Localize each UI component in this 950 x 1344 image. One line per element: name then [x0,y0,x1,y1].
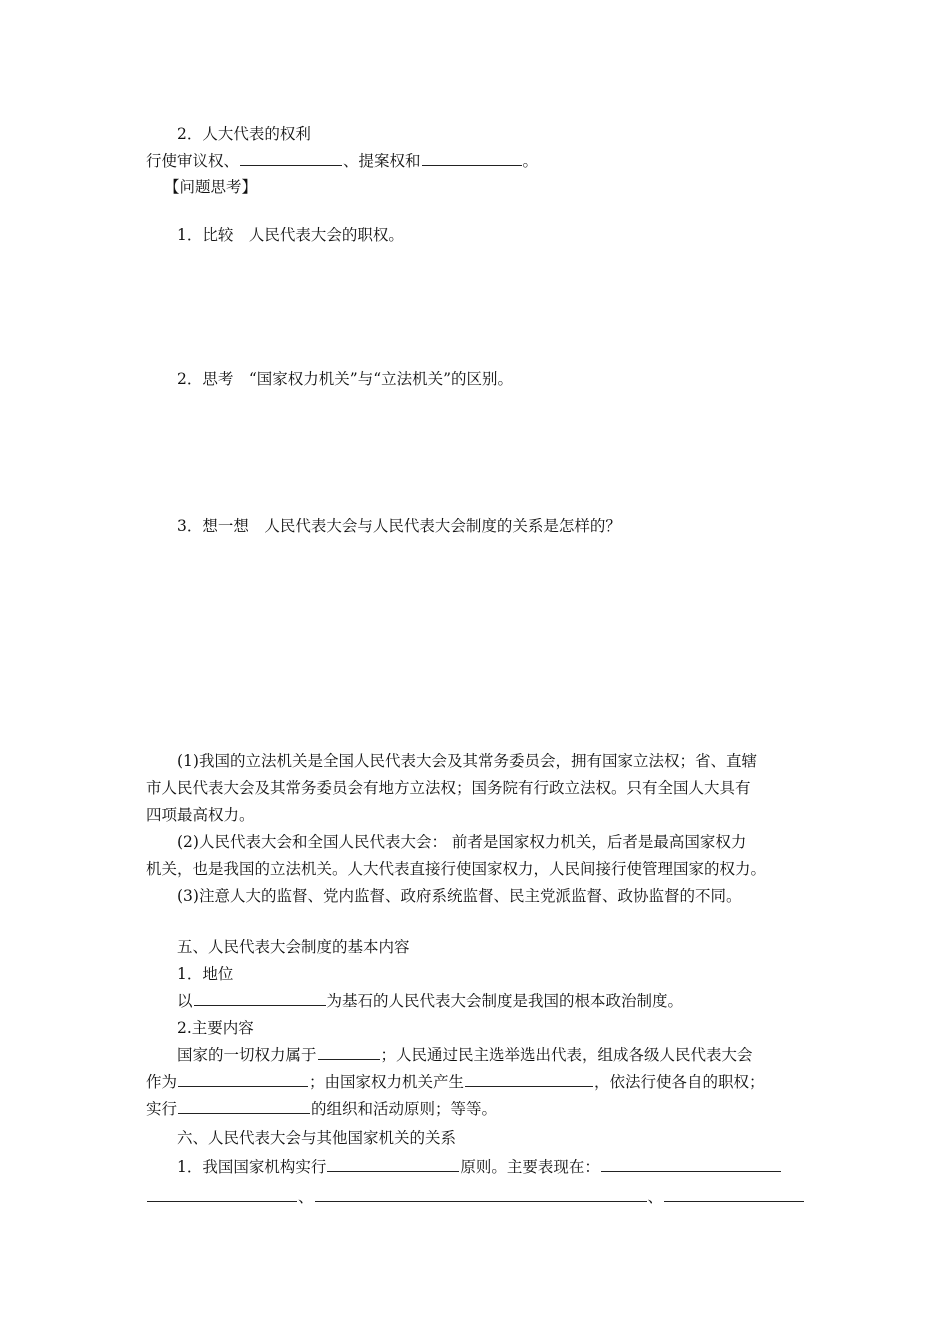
sec5-line4-b: 的组织和活动原则；等等。 [311,1100,498,1118]
problem-heading: 【问题思考】 [164,178,258,196]
sec6-line1-a: 1．我国国家机构实行 [177,1158,327,1176]
sec6-line-1 [177,1156,782,1178]
sec6-line-2 [146,1186,805,1208]
sec5-line1-a: 以 [177,992,193,1010]
sec5-line3-c: ，依法行使各自的职权； [594,1073,765,1091]
sec5-line-4 [146,1098,497,1120]
sec5-sub1: 1．地位 [177,965,234,983]
fill-blank[interactable] [422,151,522,166]
rights-text-c: 。 [522,152,539,170]
rights-line [146,150,538,172]
sec5-line-3 [146,1071,765,1093]
sec6-line2-sep2: 、 [647,1188,664,1206]
rights-text-b: 、提案权和 [343,152,421,170]
note-1-line-3: 四项最高权力。 [146,806,255,824]
sec6-line1-b: 原则。主要表现在： [460,1158,600,1176]
sec5-sub2: 2.主要内容 [177,1019,254,1037]
fill-blank[interactable] [465,1072,593,1087]
fill-blank[interactable] [315,1187,647,1202]
fill-blank[interactable] [194,991,326,1006]
fill-blank[interactable] [178,1099,310,1114]
note-2-line-1: (2)人民代表大会和全国人民代表大会： 前者是国家权力机关，后者是最高国家权力 [177,833,747,851]
sec5-line3-b: ；由国家权力机关产生 [309,1073,465,1091]
question-1: 1．比较 人民代表大会的职权。 [177,226,404,244]
sec5-line1-b: 为基石的人民代表大会制度是我国的根本政治制度。 [326,992,684,1010]
question-3: 3．想一想 人民代表大会与人民代表大会制度的关系是怎样的？ [177,517,621,535]
fill-blank[interactable] [178,1072,308,1087]
sec5-line2-a: 国家的一切权力属于 [177,1046,317,1064]
sec6-line2-sep1: 、 [298,1188,314,1206]
sec5-heading: 五、人民代表大会制度的基本内容 [177,938,410,956]
fill-blank[interactable] [147,1187,297,1202]
note-3-line-1: (3)注意人大的监督、党内监督、政府系统监督、民主党派监督、政协监督的不同。 [177,887,742,905]
note-1-line-2: 市人民代表大会及其常务委员会有地方立法权；国务院有行政立法权。只有全国人大具有 [146,779,751,797]
rights-heading: 2．人大代表的权利 [177,125,311,143]
sec5-line3-a: 作为 [146,1073,178,1091]
rights-text-a: 行使审议权、 [146,152,240,170]
fill-blank[interactable] [318,1045,380,1060]
sec5-line-1 [177,990,683,1012]
sec6-heading: 六、人民代表大会与其他国家机关的关系 [177,1129,457,1147]
question-2: 2．思考 “国家权力机关”与“立法机关”的区别。 [177,370,514,388]
fill-blank[interactable] [327,1157,459,1172]
sec5-line-2 [177,1044,753,1066]
sec5-line4-a: 实行 [146,1100,178,1118]
fill-blank[interactable] [240,151,342,166]
note-1-line-1: (1)我国的立法机关是全国人民代表大会及其常务委员会，拥有国家立法权；省、直辖 [177,752,757,770]
note-2-line-2: 机关，也是我国的立法机关。人大代表直接行使国家权力，人民间接行使管理国家的权力。 [146,860,767,878]
sec5-line2-b: ；人民通过民主选举选出代表，组成各级人民代表大会 [380,1046,753,1064]
fill-blank[interactable] [664,1187,804,1202]
fill-blank[interactable] [601,1157,781,1172]
